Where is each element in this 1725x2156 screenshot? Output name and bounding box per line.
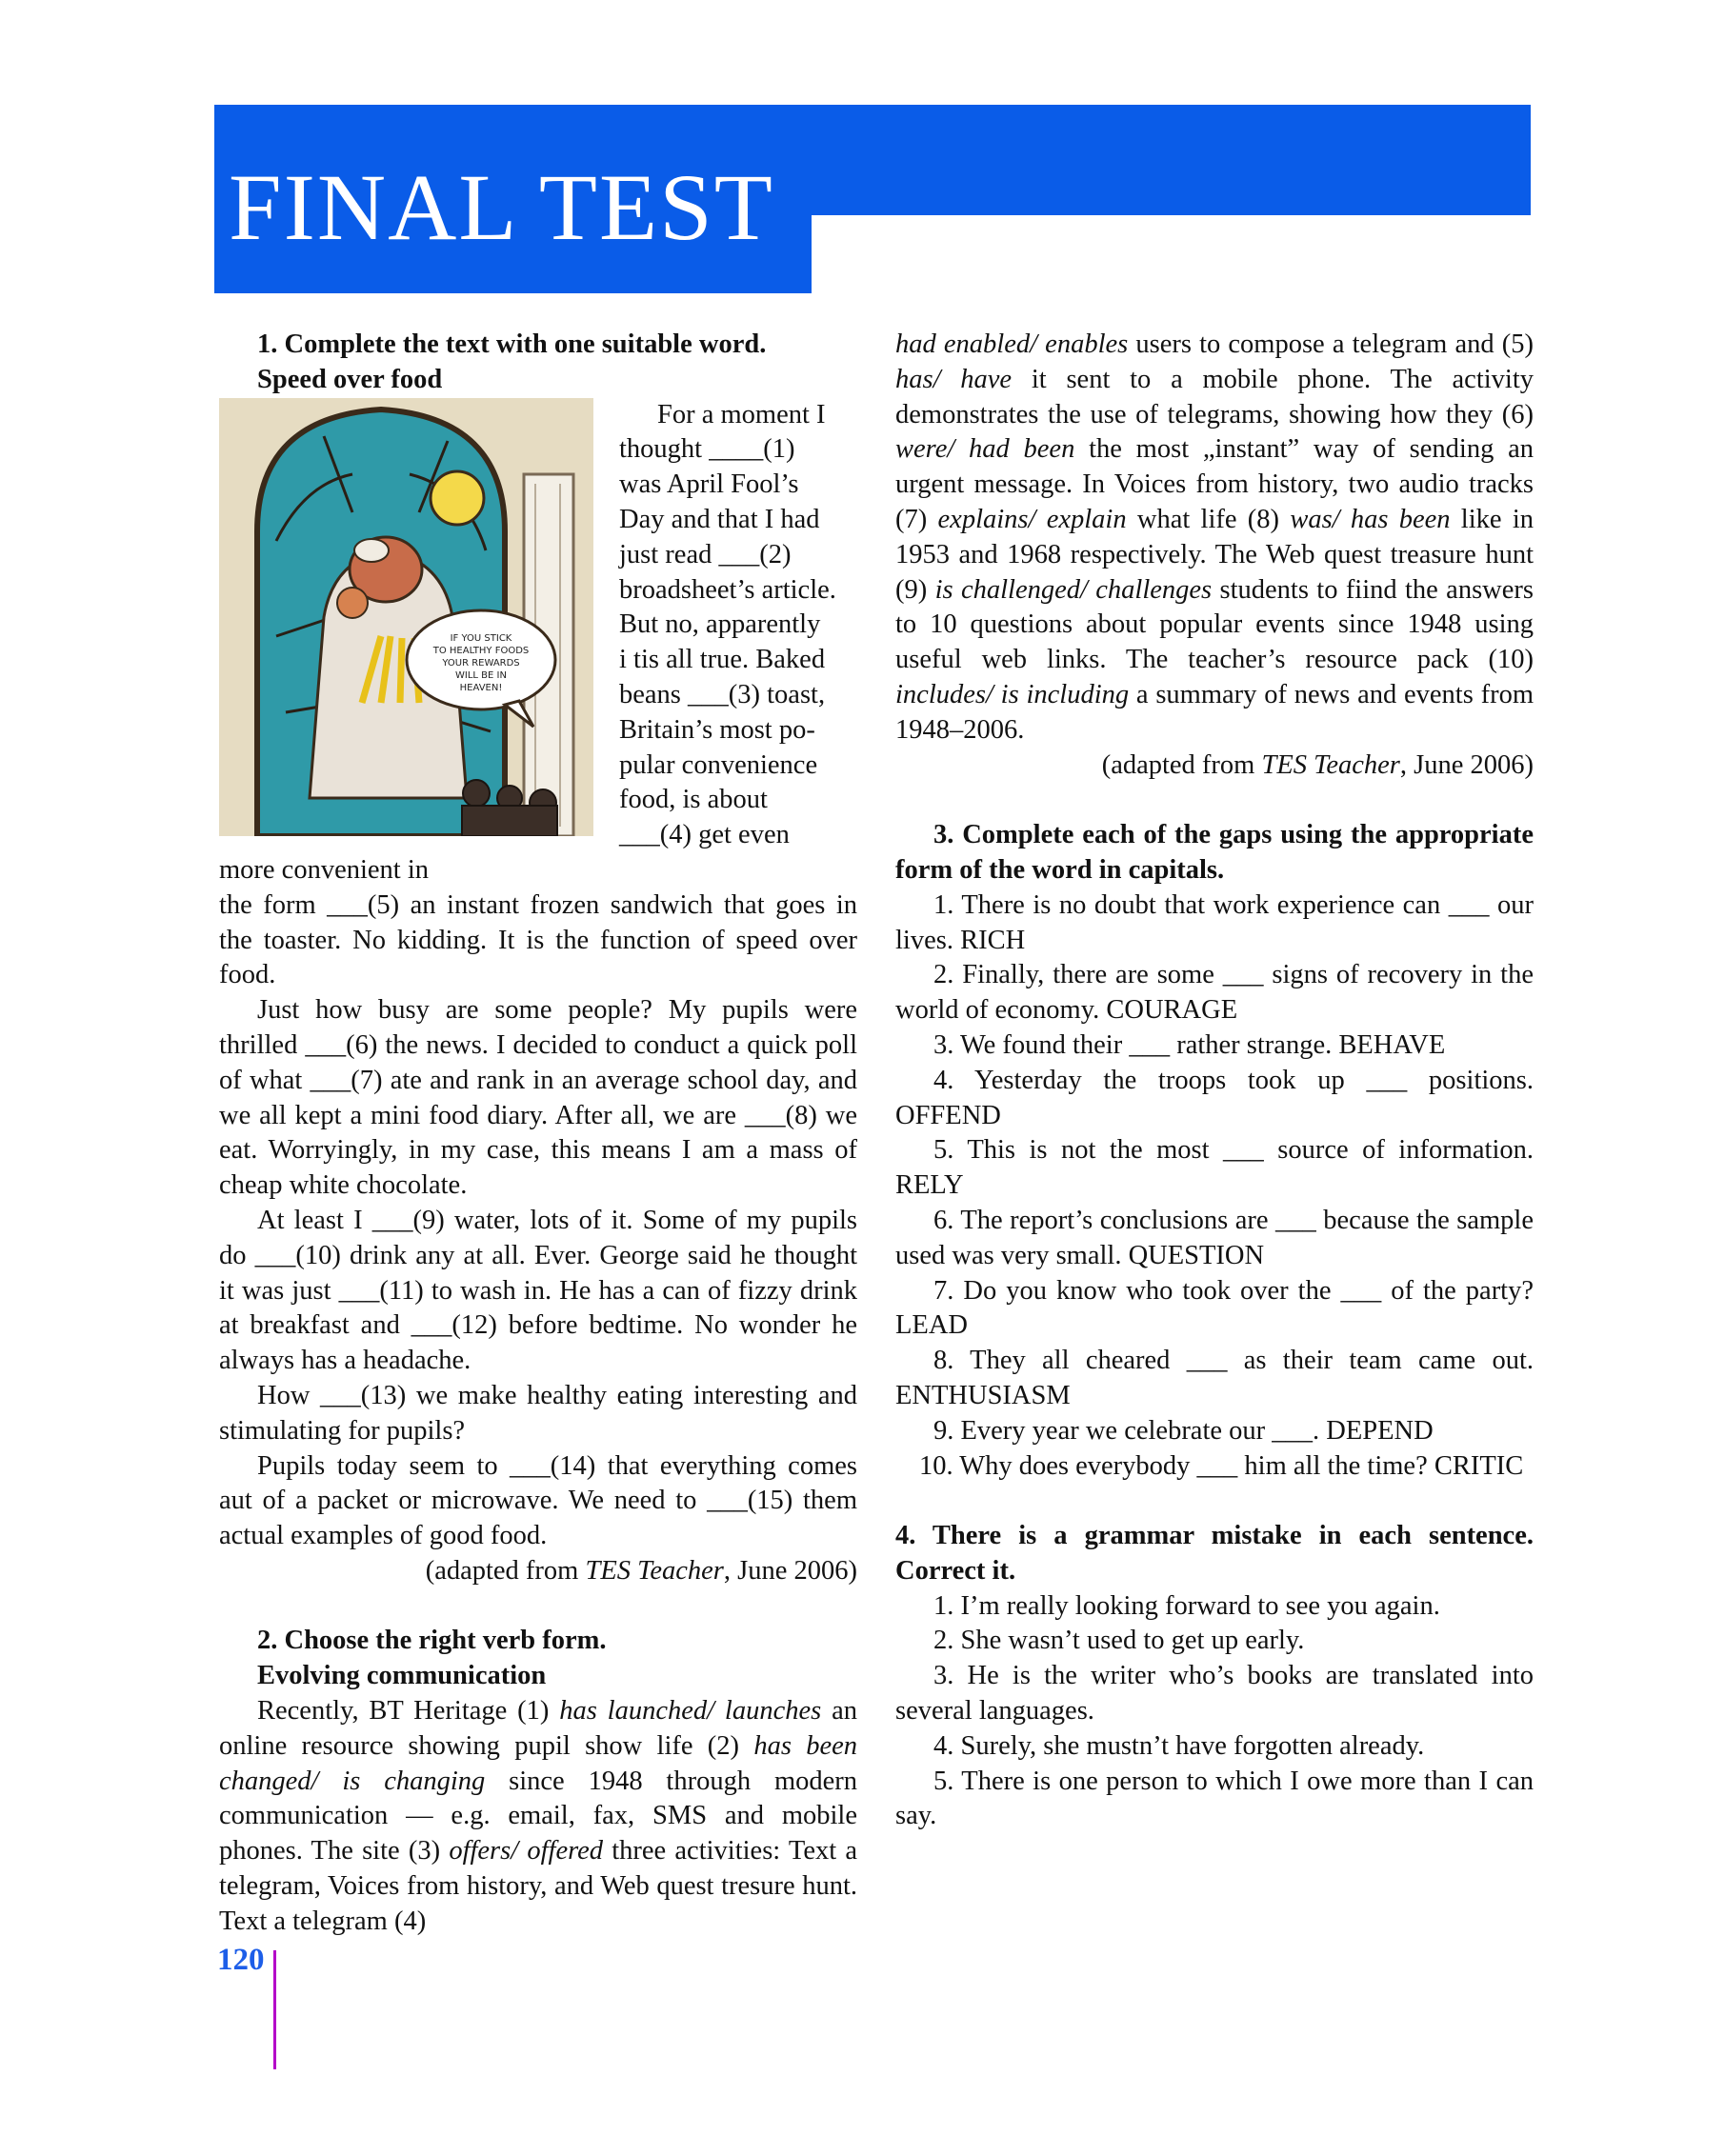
- ex1-wrap-line-4: Day and that I had: [619, 504, 820, 534]
- ex3-item-10: 10. Why does everybody ___ him all the time? CRITIC: [919, 1450, 1524, 1481]
- ex1-paragraph-5: Pupils today seem to ___(14) that everything comes aut of a packet or microwave. We need to ___(15) them actual examples of good food.: [219, 1450, 857, 1551]
- ex2-text: since 1948 through modern communication — e.g. email, fax, SMS and mobile phones. The site (3): [219, 1766, 858, 1867]
- ex3-item-1: 1. There is no doubt that work experience can ___ our lives. RICH: [895, 889, 1534, 955]
- ex1-paragraph-2: Just how busy are some people? My pupils were thrilled ___(6) the news. I decided to conduct a quick poll of what ___(7) ate and rank in an average school day, and we all kept a mini food diary. After all, we are ___(8) we eat. Worryingly, in my case, this means I am a mass of cheap white chocolate.: [219, 995, 857, 1201]
- ex2-text: users to compose a telegram and (5): [1128, 329, 1534, 359]
- ex1-wrap-line-5: just read ___(2): [619, 539, 792, 569]
- ex1-source: [219, 1554, 857, 1589]
- page-number-rule: [273, 1950, 276, 2069]
- ex1-wrap-line-2: thought ____(1): [619, 434, 795, 465]
- ex1-paragraph-3: At least I ___(9) water, lots of it. Some of my pupils do ___(10) drink any at all. Ever. George said he thought it was just ___(11) to wash in. He has a can of fizzy drink at breakfast and ___(12) before bedtime. No wonder he always has a headache.: [219, 1205, 857, 1376]
- ex4-item-1: 1. I’m really looking forward to see you again.: [933, 1590, 1440, 1621]
- right-column: [895, 328, 1534, 1834]
- ex1-wrap-line-9: beans ___(3) toast,: [619, 679, 826, 709]
- source-suffix: , June 2006): [723, 1555, 857, 1586]
- spacer: [895, 783, 1534, 818]
- exercise-2-heading: 2. Choose the right verb form.: [257, 1626, 607, 1656]
- ex2-source: [895, 749, 1534, 784]
- ex1-paragraph-1-rest: the form ___(5) an instant frozen sandwich that goes in the toaster. No kidding. It is the function of speed over food.: [219, 889, 857, 990]
- source-suffix: , June 2006): [1399, 749, 1534, 780]
- ex2-text: three activities: Text a telegram, Voices from history, and Web quest tresure hunt. Text a telegram (4): [219, 1836, 857, 1936]
- stained-glass-illustration: [219, 398, 600, 843]
- ex2-option: has been changed/ is changing: [219, 1730, 857, 1796]
- ex2-text: students to fiind the answers to 10 questions about popular events since 1948 using useful web links. The teacher’s resource pack (10): [895, 574, 1534, 675]
- ex2-text: a summary of news and events from 1948–2006.: [895, 679, 1534, 745]
- ex2-option: had enabled/ enables: [895, 329, 1129, 359]
- ex4-item-3: 3. He is the writer who’s books are translated into several languages.: [895, 1661, 1534, 1727]
- ex2-option: were/ had been: [895, 434, 1075, 465]
- ex2-text: like in 1953 and 1968 respectively. The Web quest treasure hunt (9): [895, 504, 1534, 605]
- spacer: [219, 1589, 857, 1625]
- ex2-option: includes/ is including: [895, 679, 1130, 709]
- ex2-option: was/ has been: [1290, 504, 1451, 534]
- ex1-wrap-line-1: For a moment I: [657, 399, 826, 429]
- ex3-item-7: 7. Do you know who took over the ___ of the party? LEAD: [895, 1275, 1534, 1341]
- ex1-wrap-line-8: i tis all true. Baked: [619, 645, 826, 675]
- ex4-item-4: 4. Surely, she mustn’t have forgotten already.: [933, 1730, 1425, 1761]
- svg-text:YOUR REWARDS: YOUR REWARDS: [442, 657, 520, 669]
- ex2-paragraph-part-1: [219, 1694, 857, 1940]
- svg-text:WILL BE IN: WILL BE IN: [455, 669, 507, 681]
- ex3-item-8: 8. They all cheared ___ as their team came out. ENTHUSIASM: [895, 1346, 1534, 1410]
- ex1-wrap-line-11: pular convenience: [619, 749, 818, 780]
- svg-text:IF YOU STICK: IF YOU STICK: [450, 632, 512, 644]
- ex3-item-5: 5. This is not the most ___ source of information. RELY: [895, 1135, 1534, 1201]
- ex1-wrap-line-7: But no, apparently: [619, 609, 821, 640]
- exercise-4-heading: 4. There is a grammar mistake in each sentence. Correct it.: [895, 1521, 1534, 1586]
- exercise-1-heading: 1. Complete the text with one suitable word.: [257, 329, 767, 359]
- ex4-item-5: 5. There is one person to which I owe more than I can say.: [895, 1766, 1534, 1831]
- ex2-text: it sent to a mobile phone. The activity demonstrates the use of telegrams, showing how they (6): [895, 364, 1534, 429]
- ex2-option: is challenged/ challenges: [934, 574, 1213, 605]
- page-title: FINAL TEST: [229, 154, 774, 260]
- source-prefix: (adapted from: [425, 1555, 586, 1586]
- exercise-3-heading: 3. Complete each of the gaps using the appropriate form of the word in capitals.: [895, 820, 1534, 885]
- exercise-2-subheading: Evolving communication: [257, 1661, 547, 1691]
- source-prefix: (adapted from: [1101, 749, 1262, 780]
- ex3-item-2: 2. Finally, there are some ___ signs of recovery in the world of economy. COURAGE: [895, 960, 1534, 1026]
- ex1-wrap-line-14: more convenient in: [219, 854, 430, 885]
- ex3-item-3: 3. We found their ___ rather strange. BEHAVE: [933, 1029, 1446, 1060]
- ex1-wrap-line-6: broadsheet’s article.: [619, 574, 836, 605]
- ex1-paragraph-4: How ___(13) we make healthy eating interesting and stimulating for pupils?: [219, 1380, 857, 1446]
- ex2-text: what life (8): [1126, 504, 1291, 534]
- ex1-wrap-line-3: was April Fool’s: [619, 469, 799, 500]
- svg-text:TO HEALTHY FOODS: TO HEALTHY FOODS: [432, 645, 530, 656]
- ex2-option: offers/ offered: [449, 1836, 604, 1867]
- source-title: TES Teacher: [585, 1555, 724, 1586]
- ex3-item-4: 4. Yesterday the troops took up ___ positions. OFFEND: [895, 1065, 1534, 1130]
- ex1-wrap-line-12: food, is about: [619, 785, 768, 815]
- ex1-wrap-line-13: ___(4) get even: [619, 820, 790, 850]
- cartoon-image: [219, 398, 593, 836]
- ex2-option: has/ have: [895, 364, 1013, 394]
- ex2-option: explains/ explain: [937, 504, 1127, 534]
- ex2-text: Recently, BT Heritage (1): [257, 1696, 560, 1727]
- ex3-item-9: 9. Every year we celebrate our ___. DEPEND: [933, 1415, 1434, 1446]
- ex2-text: an online resource showing pupil show life (2): [219, 1696, 857, 1761]
- ex2-text: the most „instant” way of sending an urgent message. In Voices from history, two audio tracks (7): [895, 434, 1534, 534]
- source-title: TES Teacher: [1261, 749, 1400, 780]
- ex1-wrap-line-10: Britain’s most po-: [619, 714, 815, 745]
- ex4-item-2: 2. She wasn’t used to get up early.: [933, 1626, 1305, 1656]
- page-number: 120: [217, 1943, 265, 1977]
- ex2-paragraph-part-2: [895, 328, 1534, 749]
- spacer: [895, 1484, 1534, 1519]
- exercise-1-subheading: Speed over food: [257, 364, 443, 394]
- left-column: [219, 328, 857, 1940]
- ex2-option: has launched/ launches: [559, 1696, 822, 1727]
- svg-text:HEAVEN!: HEAVEN!: [459, 682, 503, 693]
- ex3-item-6: 6. The report’s conclusions are ___ because the sample used was very small. QUESTION: [895, 1205, 1534, 1270]
